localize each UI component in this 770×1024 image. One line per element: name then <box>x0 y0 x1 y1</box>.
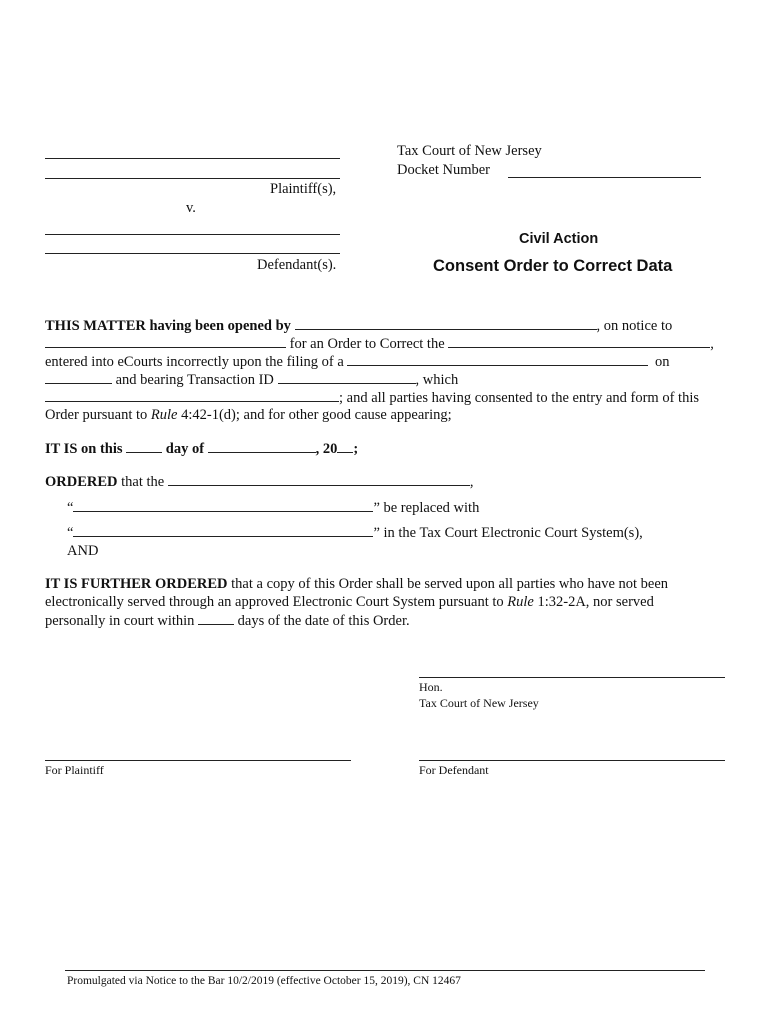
open-quote-2: “ <box>67 525 74 541</box>
p1-line-2 <box>45 335 714 353</box>
plaintiff-name-line-2[interactable] <box>45 178 340 179</box>
it-is-line <box>45 440 358 458</box>
days-field[interactable] <box>198 612 234 625</box>
p1-line-6 <box>45 407 452 424</box>
comma-text: , <box>710 336 714 352</box>
consented-text: ; and all parties having consented to the entry and form of this <box>339 390 699 406</box>
ordered-item-field[interactable] <box>168 473 470 486</box>
further-line-1-text: that a copy of this Order shall be served upon all parties who have not been <box>231 576 669 592</box>
old-value-field[interactable] <box>73 499 373 512</box>
further-line-2-rest: 1:32-2A, nor served <box>537 594 654 610</box>
further-line-2 <box>45 594 654 611</box>
defendant-signature-line[interactable] <box>419 760 725 761</box>
further-line-1 <box>45 576 668 593</box>
entered-text: entered into eCourts incorrectly upon the filing of a <box>45 354 344 370</box>
notice-party-field[interactable] <box>45 335 286 348</box>
defendant-name-line-1[interactable] <box>45 234 340 235</box>
which-text: , which <box>415 372 459 388</box>
which-description-field[interactable] <box>45 389 339 402</box>
ordered-comma: , <box>469 474 474 490</box>
for-order-text: for an Order to Correct the <box>289 336 445 352</box>
that-the-text: that the <box>121 474 165 490</box>
rule-rest-text: 4:42-1(d); and for other good cause appearing; <box>181 407 452 423</box>
civil-action-heading: Civil Action <box>519 231 599 247</box>
rule-word: Rule <box>150 407 178 423</box>
further-line-3-text: personally in court within <box>45 613 195 629</box>
correct-item-field[interactable] <box>448 335 710 348</box>
open-quote-1: “ <box>67 500 74 516</box>
day-number-field[interactable] <box>126 440 162 453</box>
year-suffix-field[interactable] <box>337 440 353 453</box>
plaintiffs-label: Plaintiff(s), <box>270 181 337 197</box>
docket-number-field[interactable] <box>508 177 701 178</box>
in-system-text: ” in the Tax Court Electronic Court System(s), <box>373 525 643 541</box>
further-line-3 <box>45 612 410 630</box>
p1-line-3 <box>45 353 670 371</box>
further-line-3-rest: days of the date of this Order. <box>237 613 410 629</box>
on-notice-text: , on notice to <box>596 318 673 334</box>
defendant-name-line-2[interactable] <box>45 253 340 254</box>
rule-word-2: Rule <box>507 594 534 610</box>
day-of-text: day of <box>165 441 205 457</box>
judge-signature-line[interactable] <box>419 677 725 678</box>
transaction-id-field[interactable] <box>278 371 416 384</box>
matter-opened-text: THIS MATTER having been opened by <box>45 318 291 334</box>
further-ordered-label: IT IS FURTHER ORDERED <box>45 576 228 592</box>
docket-label: Docket Number <box>397 162 491 178</box>
defendants-label: Defendant(s). <box>257 257 337 273</box>
year-prefix-text: , 20 <box>315 441 338 457</box>
for-plaintiff-label: For Plaintiff <box>45 763 104 777</box>
promulgated-note: Promulgated via Notice to the Bar 10/2/2019 (effective October 15, 2019), CN 12467 <box>67 975 461 987</box>
on-text: on <box>655 354 670 370</box>
judge-court-label: Tax Court of New Jersey <box>419 696 539 710</box>
and-text: AND <box>67 543 99 559</box>
month-field[interactable] <box>208 440 316 453</box>
p1-line-1 <box>45 317 672 335</box>
further-line-2-text: electronically served through an approved Electronic Court System pursuant to <box>45 594 504 610</box>
semicolon-text: ; <box>353 441 359 457</box>
ordered-label: ORDERED <box>45 474 118 490</box>
court-name: Tax Court of New Jersey <box>397 143 542 159</box>
filing-type-field[interactable] <box>347 353 648 366</box>
p1-line-4 <box>45 371 458 389</box>
versus-label: v. <box>186 200 196 216</box>
opened-by-field[interactable] <box>295 317 597 330</box>
plaintiff-signature-line[interactable] <box>45 760 351 761</box>
p1-line-5 <box>45 389 699 407</box>
it-is-text: IT IS on this <box>45 441 123 457</box>
order-pursuant-text: Order pursuant to <box>45 407 148 423</box>
for-defendant-label: For Defendant <box>419 763 489 777</box>
replaced-line <box>67 499 479 517</box>
replaced-with-text: ” be replaced with <box>373 500 480 516</box>
new-value-field[interactable] <box>73 524 373 537</box>
bearing-text: and bearing Transaction ID <box>115 372 274 388</box>
filing-date-field[interactable] <box>45 371 112 384</box>
new-value-line <box>67 524 643 542</box>
order-title: Consent Order to Correct Data <box>433 257 673 275</box>
judge-hon-label: Hon. <box>419 680 443 694</box>
footer-rule <box>65 970 705 971</box>
ordered-line <box>45 473 473 491</box>
plaintiff-name-line-1[interactable] <box>45 158 340 159</box>
